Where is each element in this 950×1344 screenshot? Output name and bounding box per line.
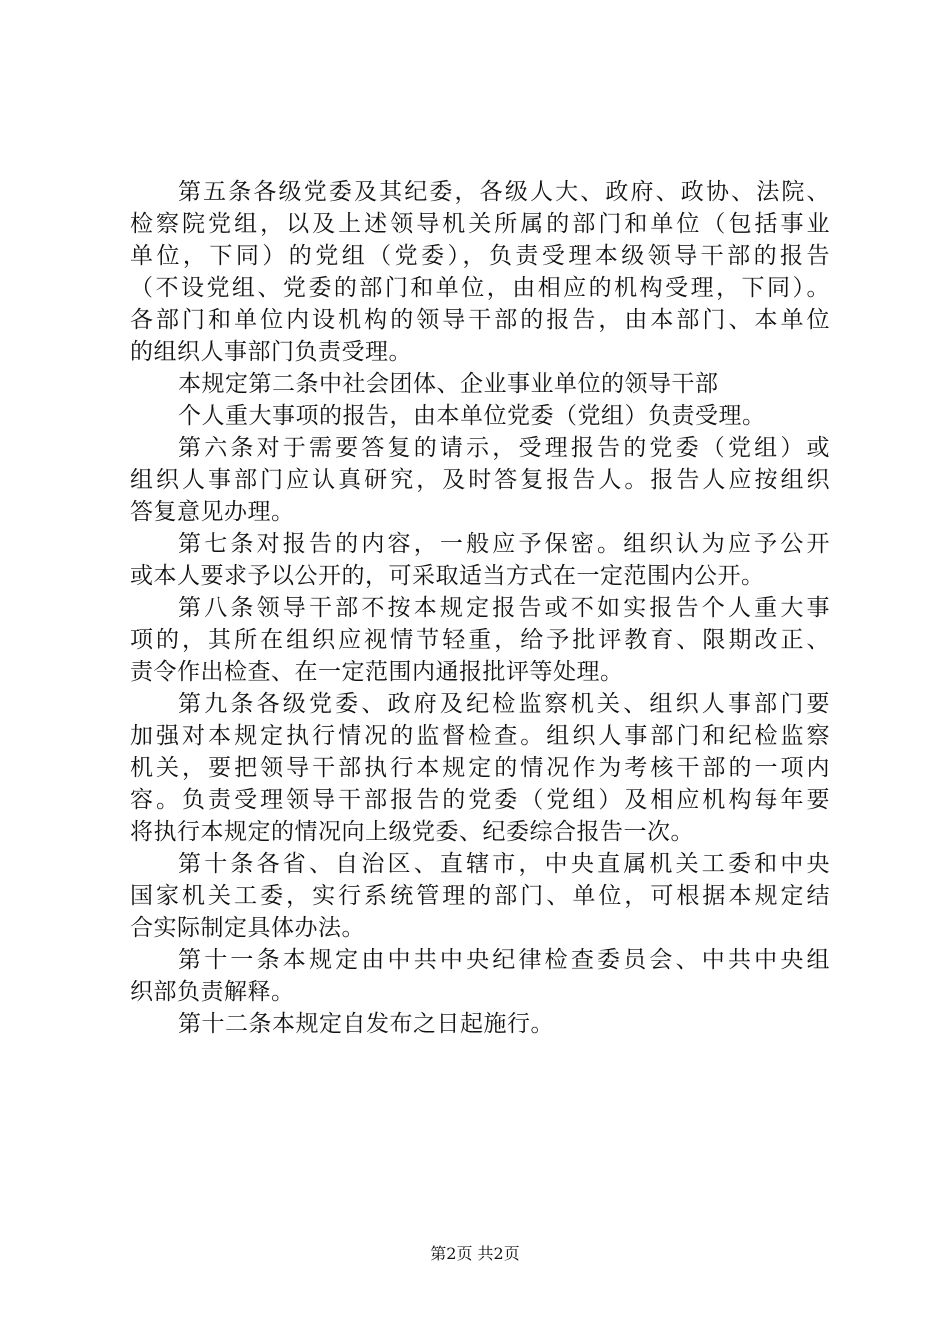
text-line: 将执行本规定的情况向上级党委、纪委综合报告一次。 bbox=[130, 819, 694, 845]
text-line: 检察院党组，以及上述领导机关所属的部门和单位（包括事业 bbox=[130, 211, 830, 237]
text-line: 第六条对于需要答复的请示，受理报告的党委（党组）或 bbox=[178, 435, 830, 461]
text-line: 第十条各省、自治区、直辖市，中央直属机关工委和中央 bbox=[178, 851, 830, 877]
text-line: 加强对本规定执行情况的监督检查。组织人事部门和纪检监察 bbox=[130, 723, 830, 749]
text-line: 单位，下同）的党组（党委），负责受理本级领导干部的报告 bbox=[130, 243, 830, 269]
text-line: 责令作出检查、在一定范围内通报批评等处理。 bbox=[130, 659, 624, 685]
text-line: 织部负责解释。 bbox=[130, 979, 295, 1005]
text-line: 容。负责受理领导干部报告的党委（党组）及相应机构每年要 bbox=[130, 787, 830, 813]
text-line: 组织人事部门应认真研究，及时答复报告人。报告人应按组织 bbox=[130, 467, 830, 493]
text-line: 的组织人事部门负责受理。 bbox=[130, 339, 412, 365]
text-line: 各部门和单位内设机构的领导干部的报告，由本部门、本单位 bbox=[130, 307, 830, 333]
text-line: 本规定第二条中社会团体、企业事业单位的领导干部 bbox=[178, 371, 719, 397]
text-line: （不设党组、党委的部门和单位，由相应的机构受理，下同）。 bbox=[130, 275, 830, 301]
text-line: 第十一条本规定由中共中央纪律检查委员会、中共中央组 bbox=[178, 947, 830, 973]
text-line: 第五条各级党委及其纪委，各级人大、政府、政协、法院、 bbox=[178, 179, 830, 205]
text-line: 合实际制定具体办法。 bbox=[130, 915, 365, 941]
page-number-footer: 第2页 共2页 bbox=[430, 1244, 520, 1263]
text-line: 项的，其所在组织应视情节轻重，给予批评教育、限期改正、 bbox=[130, 627, 830, 653]
text-line: 或本人要求予以公开的，可采取适当方式在一定范围内公开。 bbox=[130, 563, 765, 589]
text-line: 第十二条本规定自发布之日起施行。 bbox=[178, 1011, 554, 1037]
text-line: 第七条对报告的内容，一般应予保密。组织认为应予公开 bbox=[178, 531, 830, 557]
text-line: 第九条各级党委、政府及纪检监察机关、组织人事部门要 bbox=[178, 691, 830, 717]
text-line: 国家机关工委，实行系统管理的部门、单位，可根据本规定结 bbox=[130, 883, 830, 909]
text-line: 机关，要把领导干部执行本规定的情况作为考核干部的一项内 bbox=[130, 755, 830, 781]
text-line: 个人重大事项的报告，由本单位党委（党组）负责受理。 bbox=[178, 403, 766, 429]
text-line: 答复意见办理。 bbox=[130, 499, 295, 525]
text-line: 第八条领导干部不按本规定报告或不如实报告个人重大事 bbox=[178, 595, 830, 621]
document-body bbox=[130, 176, 830, 1040]
